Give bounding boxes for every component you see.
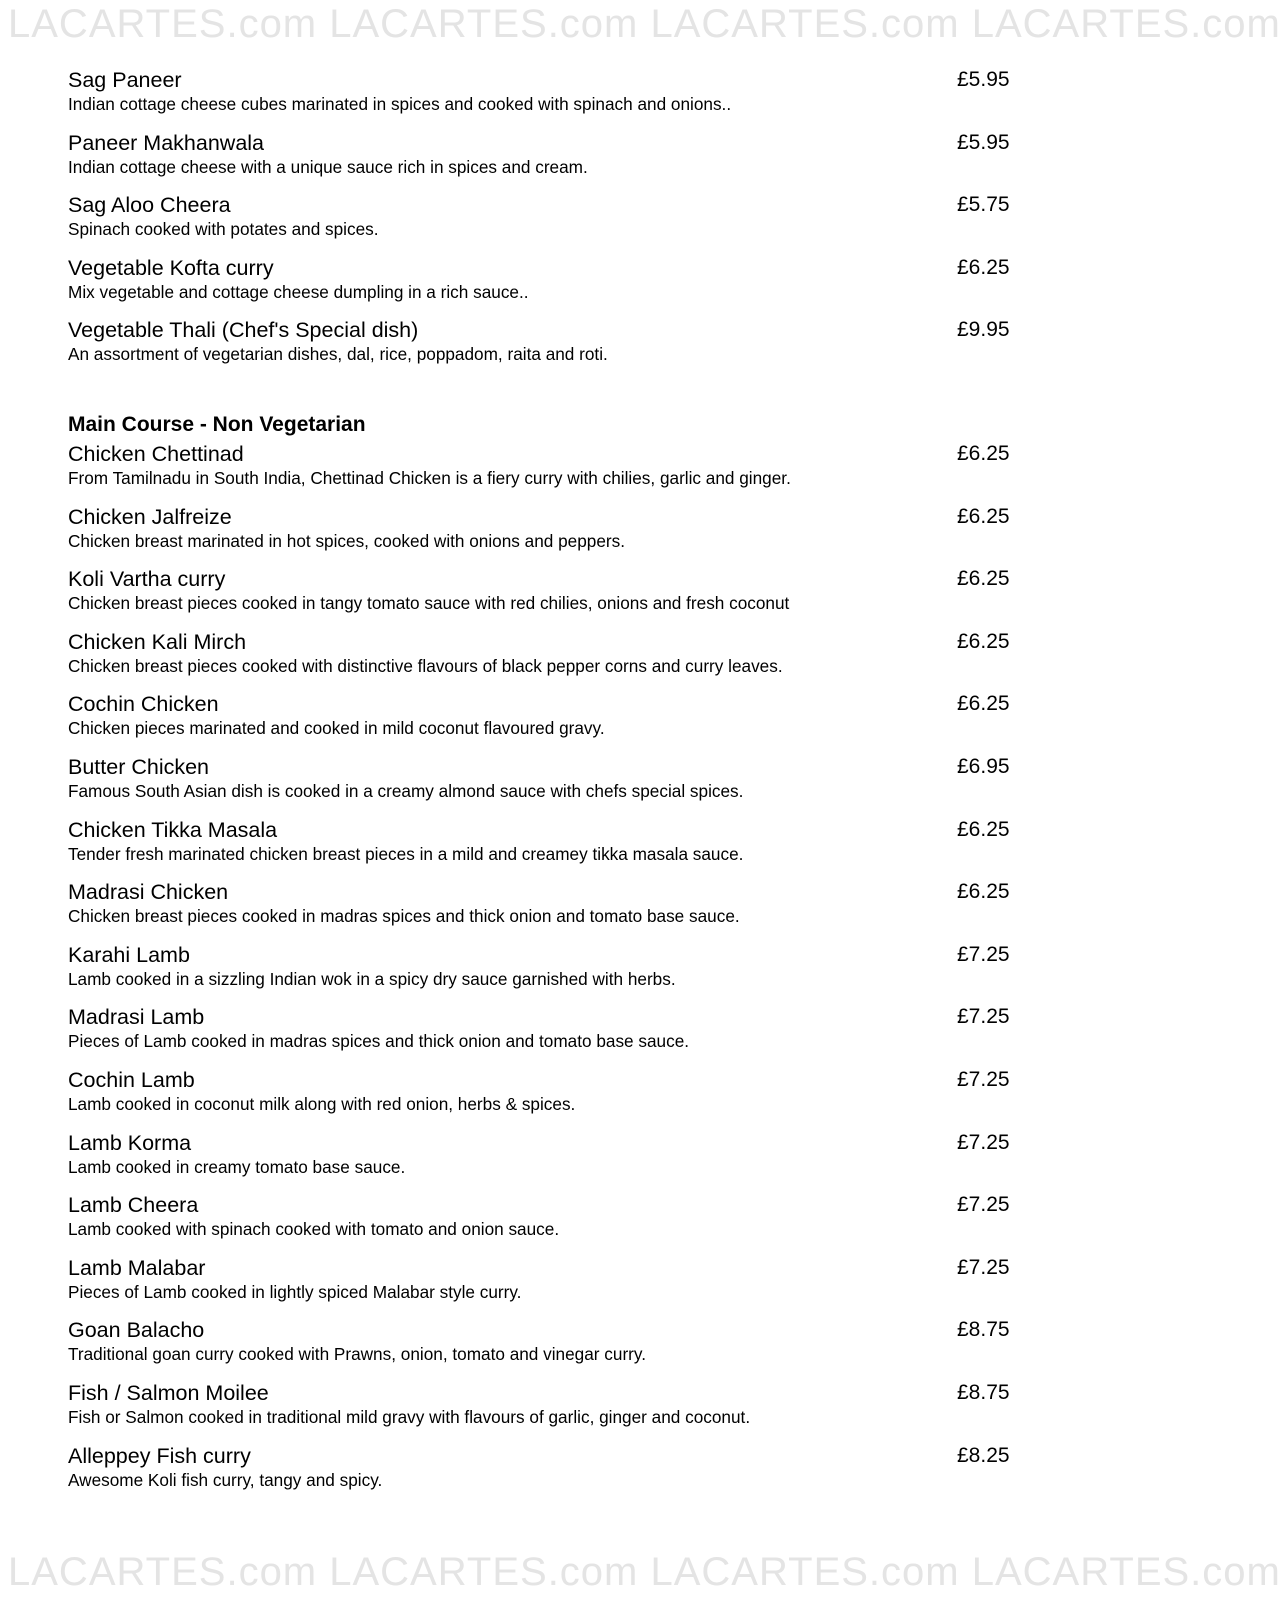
menu-item <box>68 1316 1018 1379</box>
menu-item <box>68 565 1018 628</box>
menu-item <box>68 129 1018 192</box>
menu-item-description: Chicken breast pieces cooked in madras spices and thick onion and tomato base sauce. <box>68 906 740 927</box>
menu-item-price: £5.95 <box>957 130 1010 154</box>
menu-item-price: £6.25 <box>957 629 1010 653</box>
menu-item-description: Chicken breast pieces cooked with distinctive flavours of black pepper corns and curry leaves. <box>68 655 783 676</box>
menu-item-price: £7.25 <box>957 1005 1010 1029</box>
menu-item-name: Paneer Makhanwala <box>68 130 265 155</box>
menu-item-description: Lamb cooked with spinach cooked with tomato and onion sauce. <box>68 1219 560 1240</box>
menu-item <box>68 1379 1018 1442</box>
menu-item <box>68 1129 1018 1192</box>
menu-item-price: £5.95 <box>957 68 1010 91</box>
menu-item-price: £7.25 <box>957 1255 1010 1279</box>
menu-item <box>68 753 1018 816</box>
menu-item <box>68 1066 1018 1129</box>
menu-item-price: £6.25 <box>957 880 1010 904</box>
menu-item-price: £7.25 <box>957 1193 1010 1217</box>
menu-item <box>68 440 1018 503</box>
menu-item-price: £7.25 <box>957 1130 1010 1154</box>
menu-item-price: £6.25 <box>957 692 1010 716</box>
menu-item-name: Cochin Chicken <box>68 692 219 717</box>
menu-item-description: Spinach cooked with potates and spices. <box>68 219 379 240</box>
menu-item-name: Chicken Jalfreize <box>68 504 232 529</box>
nonveg-items-list <box>68 440 1018 1504</box>
watermark-bottom: LACARTES.com LACARTES.com LACARTES.com LACARTES.com <box>8 1550 1281 1594</box>
menu-item-description: Awesome Koli fish curry, tangy and spicy. <box>68 1469 383 1490</box>
menu-item-description: Indian cottage cheese cubes marinated in spices and cooked with spinach and onions.. <box>68 94 732 114</box>
menu-item-name: Alleppey Fish curry <box>68 1443 251 1468</box>
menu-item-description: Chicken breast marinated in hot spices, cooked with onions and peppers. <box>68 530 626 551</box>
menu-item-name: Butter Chicken <box>68 754 210 779</box>
menu-item-description: An assortment of vegetarian dishes, dal, rice, poppadom, raita and roti. <box>68 344 608 365</box>
watermark-top: LACARTES.com LACARTES.com LACARTES.com LACARTES.com <box>8 2 1281 46</box>
menu-item-description: Tender fresh marinated chicken breast pieces in a mild and creamey tikka masala sauce. <box>68 843 744 864</box>
menu-item-price: £7.25 <box>957 1067 1010 1091</box>
menu-item-description: Fish or Salmon cooked in traditional mild gravy with flavours of garlic, ginger and coconut. <box>68 1406 751 1427</box>
menu-item-description: Pieces of Lamb cooked in madras spices and thick onion and tomato base sauce. <box>68 1031 690 1052</box>
menu-item-name: Lamb Cheera <box>68 1193 199 1218</box>
menu-item-description: Mix vegetable and cottage cheese dumpling in a rich sauce.. <box>68 281 529 302</box>
menu-item-price: £8.75 <box>957 1318 1010 1342</box>
menu-item-description: Lamb cooked in a sizzling Indian wok in a spicy dry sauce garnished with herbs. <box>68 968 676 989</box>
menu-item-description: Lamb cooked in creamy tomato base sauce. <box>68 1156 406 1177</box>
menu-item-name: Madrasi Lamb <box>68 1005 205 1030</box>
menu-item <box>68 628 1018 691</box>
menu-item <box>68 191 1018 254</box>
menu-item <box>68 1191 1018 1254</box>
menu-item-name: Koli Vartha curry <box>68 567 226 592</box>
menu-item-description: Lamb cooked in coconut milk along with red onion, herbs & spices. <box>68 1093 576 1114</box>
section-heading-non-vegetarian: Main Course - Non Vegetarian <box>68 413 366 436</box>
menu-item-name: Chicken Kali Mirch <box>68 629 247 654</box>
menu-item-description: Chicken pieces marinated and cooked in mild coconut flavoured gravy. <box>68 718 605 739</box>
menu-item-description: Indian cottage cheese with a unique sauce rich in spices and cream. <box>68 156 588 177</box>
nonveg-section <box>68 411 1018 1504</box>
menu-item-description: Famous South Asian dish is cooked in a creamy almond sauce with chefs special spices. <box>68 780 744 801</box>
menu-item-price: £8.25 <box>957 1443 1010 1467</box>
menu-item-name: Lamb Malabar <box>68 1255 206 1280</box>
menu-item-price: £5.75 <box>957 193 1010 217</box>
menu-item-name: Vegetable Kofta curry <box>68 255 274 280</box>
menu-item-name: Chicken Tikka Masala <box>68 817 278 842</box>
menu-item-price: £9.95 <box>957 318 1010 342</box>
menu-item <box>68 254 1018 317</box>
menu-item <box>68 816 1018 879</box>
menu-item <box>68 690 1018 753</box>
menu-item-name: Sag Paneer <box>68 68 182 92</box>
menu-item-name: Fish / Salmon Moilee <box>68 1380 269 1405</box>
menu-item-price: £7.25 <box>957 942 1010 966</box>
menu-item <box>68 503 1018 566</box>
menu-item-name: Karahi Lamb <box>68 942 190 967</box>
menu-item <box>68 941 1018 1004</box>
menu-item-name: Sag Aloo Cheera <box>68 193 231 218</box>
menu-item-price: £6.25 <box>957 817 1010 841</box>
menu-item-name: Madrasi Chicken <box>68 880 229 905</box>
menu-item-name: Cochin Lamb <box>68 1067 195 1092</box>
menu-item-price: £6.25 <box>957 442 1010 465</box>
menu-item <box>68 1442 1018 1505</box>
menu-item-price: £6.25 <box>957 255 1010 279</box>
menu-item-name: Vegetable Thali (Chef's Special dish) <box>68 318 419 343</box>
menu-item-name: Chicken Chettinad <box>68 442 244 466</box>
menu-item-description: Chicken breast pieces cooked in tangy tomato sauce with red chilies, onions and fresh coconut <box>68 593 790 614</box>
veg-items-list <box>68 66 1018 379</box>
menu-item <box>68 1003 1018 1066</box>
menu-item-description: From Tamilnadu in South India, Chettinad Chicken is a fiery curry with chilies, garlic and ginger. <box>68 468 791 488</box>
menu-item-price: £8.75 <box>957 1380 1010 1404</box>
menu-item-name: Lamb Korma <box>68 1130 192 1155</box>
menu-item <box>68 316 1018 379</box>
menu-item-description: Pieces of Lamb cooked in lightly spiced Malabar style curry. <box>68 1281 522 1302</box>
menu-item-price: £6.25 <box>957 567 1010 591</box>
menu-item-price: £6.25 <box>957 504 1010 528</box>
menu-item-description: Traditional goan curry cooked with Prawns, onion, tomato and vinegar curry. <box>68 1344 646 1365</box>
menu-item-price: £6.95 <box>957 754 1010 778</box>
menu-item <box>68 66 1018 129</box>
menu-item <box>68 878 1018 941</box>
menu-item-name: Goan Balacho <box>68 1318 205 1343</box>
menu-item <box>68 1254 1018 1317</box>
